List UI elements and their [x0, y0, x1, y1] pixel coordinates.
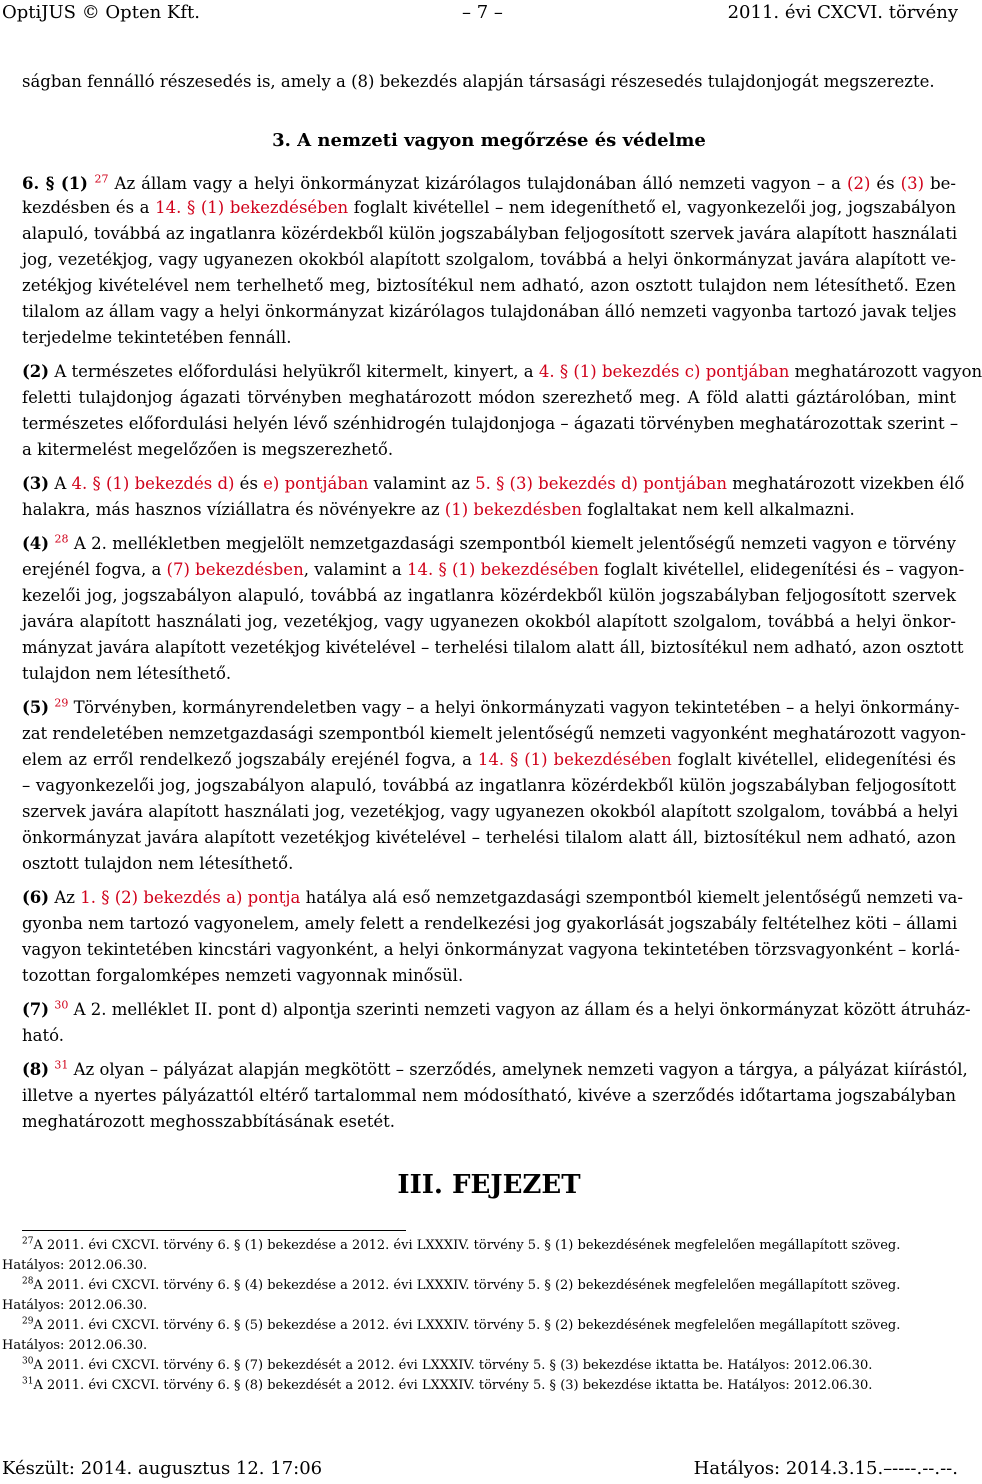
- text-segment: vagyon tekintetében kincstári vagyonként, a helyi önkormányzat vagyona tekintetében törzsvagyonként – korlá-: [22, 940, 961, 959]
- footnote-text: A 2011. évi CXCVI. törvény 6. § (8) bekezdését a 2012. évi LXXXIV. törvény 5. § (3) bekezdése iktatta be. Hatályos: 2012.06.30.: [33, 1378, 873, 1393]
- cross-reference-link[interactable]: 4. § (1) bekezdés d): [71, 474, 235, 493]
- cross-reference-link[interactable]: 14. § (1) bekezdésében: [406, 560, 599, 579]
- text-line: [22, 800, 959, 824]
- text-segment: illetve a nyertes pályázattól eltérő tartalommal nem módosítható, kivéve a szerződés időtartama jogszabályban: [22, 1086, 956, 1105]
- footnote-marker[interactable]: 29: [54, 696, 69, 710]
- footer-created: Készült: 2014. augusztus 12. 17:06: [2, 1458, 323, 1479]
- text-segment: alapuló, továbbá az ingatlanra közérdekből külön jogszabályban feljogosított szervek javára alapított használati: [22, 224, 958, 243]
- footnote-marker[interactable]: 28: [54, 532, 69, 546]
- text-segment: halakra, más hasznos víziállatra és növényekre az: [22, 500, 445, 519]
- header-left: OptiJUS © Opten Kft.: [2, 2, 200, 23]
- text-segment: zetékjog kivételével nem terhelhető meg, biztosítékul nem adható, azon osztott tulajdon nem létesíthető. Ezen: [22, 276, 956, 295]
- text-segment: valamint az: [368, 474, 476, 493]
- text-segment: Az: [49, 888, 81, 907]
- text-line: [22, 300, 956, 324]
- text-segment: Törvényben, kormányrendeletben vagy – a helyi önkormányzati vagyon tekintetében – a helyi önkormány-: [68, 698, 960, 717]
- text-line: [22, 412, 959, 436]
- text-segment: A 2. melléklet II. pont d) alpontja szerinti nemzeti vagyon az állam és a helyi önkormányzat között átruház-: [68, 1000, 971, 1019]
- paragraph-number: (4): [22, 534, 50, 553]
- cross-reference-link[interactable]: (1) bekezdésben: [444, 500, 582, 519]
- paragraph-number: (7): [22, 1000, 50, 1019]
- text-segment: ható.: [22, 1026, 64, 1045]
- footnote-number: 28: [22, 1276, 34, 1287]
- footer-effective: Hatályos: 2014.3.15.–----.--.--.: [693, 1458, 958, 1479]
- text-segment: meghatározott vizekben élő: [726, 474, 965, 493]
- text-segment: A természetes előfordulási helyükről kitermelt, kinyert, a: [49, 362, 539, 381]
- text-segment: meghatározott meghosszabbításának esetét.: [22, 1112, 396, 1131]
- text-line: [22, 748, 956, 772]
- text-segment: foglalt kivétellel, elidegenítési és – vagyon-: [598, 560, 965, 579]
- cross-reference-link[interactable]: (7) bekezdésben: [166, 560, 304, 579]
- chapter-title: III. FEJEZET: [397, 1170, 581, 1200]
- text-segment: foglaltakat nem kell alkalmazni.: [581, 500, 855, 519]
- footnote: [2, 1356, 954, 1376]
- text-segment: javára alapított használati jog, vezetékjog, vagy ugyanezen okokból alapított szolgalom, továbbá a helyi önkor-: [22, 612, 956, 631]
- footnote-number: 29: [22, 1316, 34, 1327]
- text-line: [22, 438, 956, 462]
- text-line: [22, 222, 956, 246]
- text-line: [22, 826, 956, 850]
- text-line: [22, 998, 971, 1022]
- text-segment: be-: [924, 174, 956, 193]
- text-line: [22, 386, 956, 410]
- section-title: 3. A nemzeti vagyon megőrzése és védelme: [272, 130, 706, 151]
- footnote-text: A 2011. évi CXCVI. törvény 6. § (1) bekezdése a 2012. évi LXXXIV. törvény 5. § (1) bekezdésének megfelelően megállapított szöveg.: [33, 1238, 901, 1253]
- text-segment: meghatározott vagyon: [789, 362, 982, 381]
- footnote-number: 30: [22, 1356, 34, 1367]
- paragraph-number: (3): [22, 474, 50, 493]
- footnote-effective: Hatályos: 2012.06.30.: [2, 1298, 148, 1313]
- cross-reference-link[interactable]: 4. § (1) bekezdés c) pontjában: [538, 362, 790, 381]
- text-segment: kezdésben és a: [22, 198, 156, 217]
- text-line: [22, 472, 965, 496]
- paragraph-number: (8): [22, 1060, 50, 1079]
- text-line: [22, 1084, 956, 1108]
- page-header: [2, 2, 958, 26]
- footnote: [2, 1316, 954, 1336]
- footnote-marker[interactable]: 27: [94, 172, 109, 186]
- footnote-text: A 2011. évi CXCVI. törvény 6. § (7) bekezdését a 2012. évi LXXXIV. törvény 5. § (3) bekezdése iktatta be. Hatályos: 2012.06.30.: [33, 1358, 873, 1373]
- text-line: [22, 912, 956, 936]
- text-line: [22, 326, 956, 350]
- text-segment: tozottan forgalomképes nemzeti vagyonnak minősül.: [22, 966, 464, 985]
- footnote-divider: [22, 1230, 406, 1231]
- text-segment: önkormányzat javára alapított vezetékjog kivételével – terhelési tilalom alatt áll, biztosítékul nem adható, azon: [22, 828, 956, 847]
- text-line: [22, 172, 956, 196]
- text-line: [22, 610, 956, 634]
- cross-reference-link[interactable]: 14. § (1) bekezdésében: [155, 198, 349, 217]
- text-segment: , valamint a: [303, 560, 407, 579]
- footnote-marker[interactable]: 31: [54, 1058, 69, 1072]
- footnote-marker[interactable]: 30: [54, 998, 69, 1012]
- cross-reference-link[interactable]: 14. § (1) bekezdésében: [477, 750, 672, 769]
- footnote: [2, 1236, 954, 1256]
- text-segment: zat rendeletében nemzetgazdasági szempontból kiemelt jelentőségű nemzeti vagyonként meghatározott vagyon-: [22, 724, 966, 743]
- text-line: [22, 1110, 956, 1134]
- text-segment: a kitermelést megelőzően is megszerezhető.: [22, 440, 394, 459]
- cross-reference-link[interactable]: e) pontjában: [263, 474, 369, 493]
- text-line: [22, 498, 956, 522]
- footnote-text: A 2011. évi CXCVI. törvény 6. § (5) bekezdése a 2012. évi LXXXIV. törvény 5. § (2) bekezdésének megfelelően megállapított szöveg.: [33, 1318, 901, 1333]
- text-segment: mányzat javára alapított vezetékjog kivételével – terhelési tilalom alatt áll, biztosítékul nem adható, azon osztott: [22, 638, 964, 657]
- footnote-effective: Hatályos: 2012.06.30.: [2, 1338, 148, 1353]
- text-line: [22, 774, 956, 798]
- text-line: [22, 938, 961, 962]
- footnote: [2, 1276, 954, 1296]
- paragraph-number: (2): [22, 362, 50, 381]
- page-footer: [2, 1458, 958, 1482]
- text-segment: tulajdon nem létesíthető.: [22, 664, 232, 683]
- text-segment: jog, vezetékjog, vagy ugyanezen okokból alapított szolgalom, továbbá a helyi önkormányzat javára alapított ve-: [22, 250, 956, 269]
- text-segment: kezelői jog, jogszabályon alapuló, továbbá az ingatlanra közérdekből külön jogszabályban feljogosított szervek: [22, 586, 956, 605]
- text-segment: feletti tulajdonjog ágazati törvényben meghatározott módon szerezhető meg. A föld alatti gáztárolóban, mint: [22, 388, 956, 407]
- footnote: [2, 1376, 954, 1396]
- text-line: [22, 852, 956, 876]
- paragraph-number: (5): [22, 698, 50, 717]
- cross-reference-link[interactable]: (2): [847, 174, 871, 193]
- text-line: [22, 636, 964, 660]
- text-segment: terjedelme tekintetében fennáll.: [22, 328, 292, 347]
- cross-reference-link[interactable]: (3): [900, 174, 925, 193]
- text-segment: és: [870, 174, 901, 193]
- text-segment: Az állam vagy a helyi önkormányzat kizárólagos tulajdonában álló nemzeti vagyon – a: [108, 174, 848, 193]
- cross-reference-link[interactable]: 5. § (3) bekezdés d) pontjában: [475, 474, 727, 493]
- footnote-text: A 2011. évi CXCVI. törvény 6. § (4) bekezdése a 2012. évi LXXXIV. törvény 5. § (2) bekezdésének megfelelően megállapított szöveg.: [33, 1278, 901, 1293]
- text-segment: elem az erről rendelkező jogszabály erejénél fogva, a: [22, 750, 478, 769]
- footnote-effective: Hatályos: 2012.06.30.: [2, 1258, 148, 1273]
- text-line: [22, 274, 956, 298]
- text-segment: Az olyan – pályázat alapján megkötött – szerződés, amelynek nemzeti vagyon a tárgya, a pályázat kiírástól,: [68, 1060, 968, 1079]
- text-line: [22, 1024, 956, 1048]
- text-segment: osztott tulajdon nem létesíthető.: [22, 854, 294, 873]
- text-segment: tilalom az állam vagy a helyi önkormányzat kizárólagos tulajdonában álló nemzeti vagyonba tartozó javak teljes: [22, 302, 957, 321]
- text-segment: foglalt kivétellel – nem idegeníthető el, vagyonkezelői jog, jogszabályon: [348, 198, 956, 217]
- text-segment: A: [49, 474, 72, 493]
- text-line: [22, 532, 956, 556]
- text-segment: gyonba nem tartozó vagyonelem, amely felett a rendelkezési jog gyakorlását jogszabály feltételhez köti – állami: [22, 914, 958, 933]
- footnote-number: 31: [22, 1376, 34, 1387]
- text-line: [22, 662, 956, 686]
- text-line: [22, 696, 960, 720]
- text-line: [22, 964, 956, 988]
- cross-reference-link[interactable]: 1. § (2) bekezdés a) pontja: [80, 888, 301, 907]
- text-line: [22, 248, 956, 272]
- text-line: [22, 886, 963, 910]
- text-segment: foglalt kivétellel, elidegenítési és: [671, 750, 956, 769]
- text-segment: – vagyonkezelői jog, jogszabályon alapuló, továbbá az ingatlanra közérdekből külön jogszabályban feljogosított: [22, 776, 956, 795]
- text-line: [22, 722, 966, 746]
- footnote-number: 27: [22, 1236, 34, 1247]
- paragraph-number: (6): [22, 888, 50, 907]
- text-line: [22, 196, 956, 220]
- text-segment: A 2. mellékletben megjelölt nemzetgazdasági szempontból kiemelt jelentőségű nemzeti vagyon e törvény: [68, 534, 957, 553]
- text-segment: szervek javára alapított használati jog, vezetékjog, vagy ugyanezen okokból alapított szolgalom, továbbá a helyi: [22, 802, 959, 821]
- text-line: [22, 584, 956, 608]
- text-segment: hatálya alá eső nemzetgazdasági szempontból kiemelt jelentőségű nemzeti va-: [300, 888, 963, 907]
- text-line: [22, 360, 982, 384]
- text-segment: erejénél fogva, a: [22, 560, 167, 579]
- text-line: [22, 1058, 968, 1082]
- text-line: [22, 558, 965, 582]
- text-segment: és: [234, 474, 264, 493]
- paragraph-number: 6. § (1): [22, 174, 95, 193]
- text-segment: természetes előfordulási helyén lévő szénhidrogén tulajdonjoga – ágazati törvényben meghatározottak szerint –: [22, 414, 959, 433]
- header-page-number: – 7 –: [462, 2, 503, 23]
- continuation-text: ságban fennálló részesedés is, amely a (8) bekezdés alapján társasági részesedés tulajdonjogát megszerezte.: [22, 72, 935, 91]
- header-right: 2011. évi CXCVI. törvény: [727, 2, 958, 23]
